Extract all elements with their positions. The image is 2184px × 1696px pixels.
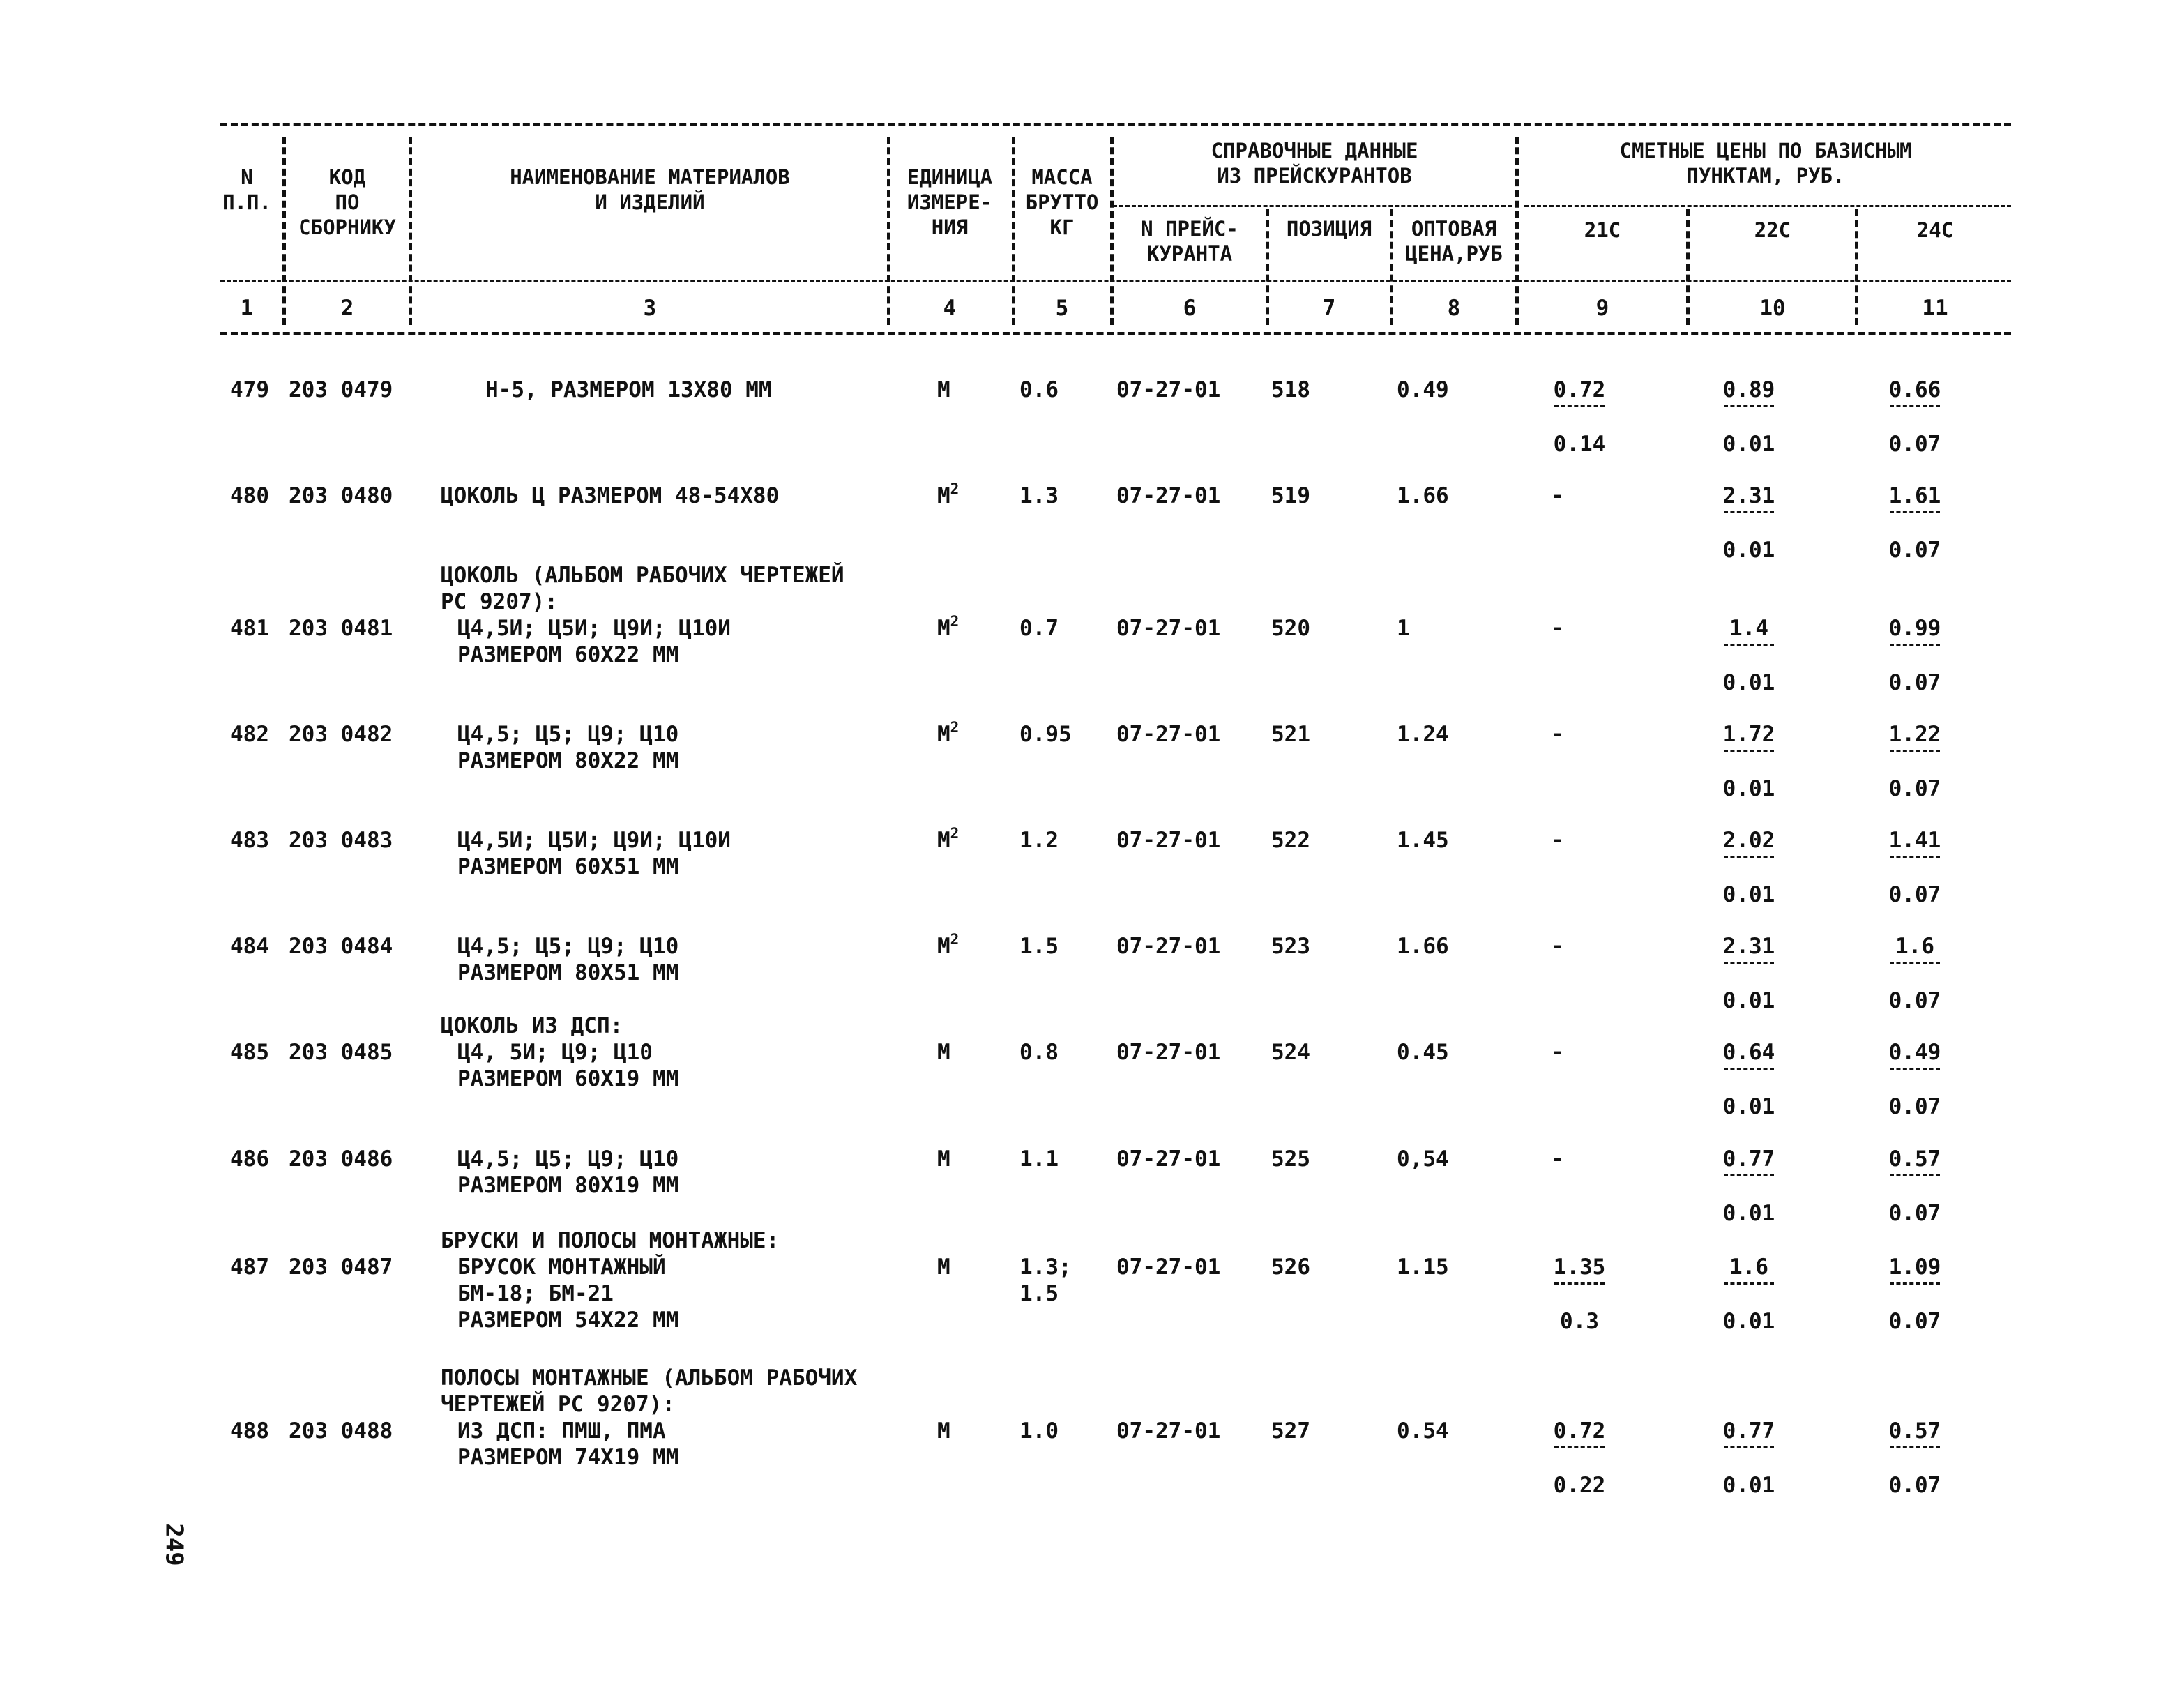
- row-number: 484: [230, 934, 269, 959]
- unit-symbol: М: [937, 934, 950, 959]
- price-c24-numerator: 0.99: [1888, 616, 1941, 641]
- column-number: 10: [1759, 296, 1786, 321]
- row-position: 524: [1271, 1040, 1310, 1065]
- row-name-line: Ц4,5И; Ц5И; Ц9И; Ц10И: [457, 616, 731, 641]
- price-c22-denominator: 0.01: [1722, 1094, 1775, 1119]
- row-position: 520: [1271, 616, 1310, 641]
- price-c24-denominator: 0.07: [1888, 538, 1941, 563]
- row-position: 522: [1271, 828, 1310, 853]
- row-wholesale-price: 0.49: [1397, 377, 1449, 402]
- row-wholesale-price: 1.66: [1397, 483, 1449, 508]
- fraction-bar: [1724, 511, 1774, 513]
- row-name-heading: РС 9207):: [441, 589, 558, 614]
- header-col6: N ПРЕЙС- КУРАНТА: [1141, 217, 1238, 266]
- row-number: 488: [230, 1418, 269, 1444]
- fraction-bar: [1890, 962, 1940, 964]
- row-code: 203 0485: [289, 1040, 393, 1065]
- row-mass: 0.6: [1019, 377, 1059, 402]
- price-c24-numerator: 0.57: [1888, 1418, 1941, 1444]
- fraction-bar: [1724, 962, 1774, 964]
- header-col8: ОПТОВАЯ ЦЕНА,РУБ: [1405, 217, 1503, 266]
- price-c24-denominator: 0.07: [1888, 776, 1941, 801]
- row-number: 481: [230, 616, 269, 641]
- column-number: 5: [1055, 296, 1069, 321]
- price-c22-numerator: 1.6: [1729, 1255, 1768, 1280]
- unit-symbol: М: [937, 377, 950, 402]
- row-wholesale-price: 1.15: [1397, 1255, 1449, 1280]
- row-name-heading: ПОЛОСЫ МОНТАЖНЫЕ (АЛЬБОМ РАБОЧИХ: [441, 1365, 858, 1391]
- row-name-heading: ЧЕРТЕЖЕЙ РС 9207):: [441, 1392, 675, 1417]
- row-code: 203 0487: [289, 1255, 393, 1280]
- fraction-bar: [1890, 511, 1940, 513]
- header-bottom-rule: [220, 332, 2011, 335]
- price-c22-denominator: 0.01: [1722, 670, 1775, 695]
- fraction-bar: [1890, 856, 1940, 858]
- price-c21-dash: -: [1551, 1146, 1564, 1172]
- fraction-bar: [1890, 1282, 1940, 1285]
- header-separator: [1515, 137, 1519, 325]
- price-c22: [1714, 483, 1784, 563]
- row-name-heading: ЦОКОЛЬ (АЛЬБОМ РАБОЧИХ ЧЕРТЕЖЕЙ: [441, 563, 844, 588]
- header-separator: [1855, 209, 1858, 325]
- fraction-bar: [1890, 1068, 1940, 1070]
- price-c22-numerator: 0.89: [1722, 377, 1775, 402]
- row-name-line: Ц4,5И; Ц5И; Ц9И; Ц10И: [457, 828, 731, 853]
- row-name-line: РАЗМЕРОМ 80Х51 ММ: [457, 960, 679, 985]
- column-number: 3: [643, 296, 657, 321]
- row-mass: 1.3;: [1019, 1255, 1072, 1280]
- header-top-rule: [220, 123, 2011, 126]
- row-number: 479: [230, 377, 269, 402]
- row-code: 203 0484: [289, 934, 393, 959]
- price-c24-denominator: 0.07: [1888, 1201, 1941, 1226]
- row-name-line: РАЗМЕРОМ 80Х19 ММ: [457, 1173, 679, 1198]
- price-c22-denominator: 0.01: [1722, 432, 1775, 457]
- price-c21-numerator: 0.72: [1553, 1418, 1606, 1444]
- row-mass: 1.0: [1019, 1418, 1059, 1444]
- row-name: [441, 1013, 678, 1092]
- price-c21-dash: -: [1551, 1040, 1564, 1065]
- price-c21-denominator: 0.3: [1560, 1309, 1599, 1334]
- price-c22-denominator: 0.01: [1722, 1201, 1775, 1226]
- price-c21-dash: -: [1551, 934, 1564, 959]
- row-name-line: РАЗМЕРОМ 60Х19 ММ: [457, 1066, 679, 1091]
- column-number: 11: [1922, 296, 1948, 321]
- unit-symbol: М: [937, 483, 950, 508]
- row-name-heading: ЦОКОЛЬ ИЗ ДСП:: [441, 1013, 623, 1038]
- price-c22-denominator: 0.01: [1722, 538, 1775, 563]
- unit-symbol: М: [937, 1040, 950, 1065]
- fraction-bar: [1724, 856, 1774, 858]
- price-c21-dash: -: [1551, 483, 1564, 508]
- row-name-line: РАЗМЕРОМ 54Х22 ММ: [457, 1308, 679, 1333]
- price-c24-numerator: 0.49: [1888, 1040, 1941, 1065]
- price-c22: [1714, 1146, 1784, 1227]
- price-c24: [1880, 933, 1950, 1014]
- unit-symbol: М: [937, 828, 950, 853]
- header-col1: N П.П.: [222, 165, 271, 214]
- row-position: 525: [1271, 1146, 1310, 1172]
- price-c24-numerator: 1.22: [1888, 722, 1941, 747]
- fraction-bar: [1724, 1174, 1774, 1176]
- row-name-line: Н-5, РАЗМЕРОМ 13Х80 ММ: [485, 377, 772, 402]
- header-col4: ЕДИНИЦА ИЗМЕРЕ- НИЯ: [907, 165, 993, 239]
- price-c24: [1880, 1039, 1950, 1120]
- row-number: 482: [230, 722, 269, 747]
- row-price-list: 07-27-01: [1116, 377, 1221, 402]
- row-price-list: 07-27-01: [1116, 1040, 1221, 1065]
- row-unit: [937, 1254, 950, 1280]
- row-name-heading: БРУСКИ И ПОЛОСЫ МОНТАЖНЫЕ:: [441, 1228, 780, 1253]
- row-code: 203 0488: [289, 1418, 393, 1444]
- price-c21-dash: -: [1551, 722, 1564, 747]
- price-c22: [1714, 615, 1784, 696]
- price-c22-numerator: 2.31: [1722, 934, 1775, 959]
- price-c24: [1880, 615, 1950, 696]
- row-mass: 0.95: [1019, 722, 1072, 747]
- column-number: 6: [1183, 296, 1197, 321]
- row-mass: 1.3: [1019, 483, 1059, 508]
- fraction-bar: [1724, 1446, 1774, 1448]
- row-wholesale-price: 0.45: [1397, 1040, 1449, 1065]
- fraction-bar: [1724, 405, 1774, 407]
- header-separator: [409, 137, 412, 325]
- header-group-rule-prices: [1524, 205, 2011, 207]
- header-col9: 21С: [1584, 218, 1621, 242]
- unit-exponent: 2: [950, 719, 960, 736]
- fraction-bar: [1554, 405, 1605, 407]
- unit-symbol: М: [937, 1255, 950, 1280]
- price-c21: [1545, 1254, 1614, 1335]
- row-mass: 1.1: [1019, 1146, 1059, 1172]
- price-c22: [1714, 377, 1784, 457]
- row-code: 203 0479: [289, 377, 393, 402]
- row-code: 203 0482: [289, 722, 393, 747]
- fraction-bar: [1554, 1282, 1605, 1285]
- price-c21-denominator: 0.22: [1553, 1473, 1606, 1498]
- row-name-line: РАЗМЕРОМ 74Х19 ММ: [457, 1445, 679, 1470]
- row-price-list: 07-27-01: [1116, 483, 1221, 508]
- header-col7: ПОЗИЦИЯ: [1286, 217, 1372, 241]
- row-name-line: РАЗМЕРОМ 60Х22 ММ: [457, 642, 679, 667]
- row-position: 518: [1271, 377, 1310, 402]
- row-mass: 0.8: [1019, 1040, 1059, 1065]
- row-unit: [937, 615, 959, 642]
- column-number: 8: [1447, 296, 1461, 321]
- header-col10: 22С: [1754, 218, 1791, 242]
- row-name: [441, 933, 678, 986]
- column-number: 9: [1595, 296, 1609, 321]
- price-c24: [1880, 1418, 1950, 1499]
- row-unit: [937, 1039, 950, 1066]
- price-c24: [1880, 827, 1950, 908]
- row-name: [441, 1146, 678, 1199]
- price-c24: [1880, 1146, 1950, 1227]
- row-price-list: 07-27-01: [1116, 616, 1221, 641]
- price-c21-dash: -: [1551, 828, 1564, 853]
- row-unit: [937, 721, 959, 748]
- row-unit: [937, 480, 960, 509]
- row-name: [485, 377, 772, 403]
- price-c22-denominator: 0.01: [1722, 882, 1775, 907]
- price-c22-numerator: 1.72: [1722, 722, 1775, 747]
- row-wholesale-price: 1.24: [1397, 722, 1449, 747]
- unit-exponent: 2: [950, 613, 960, 630]
- price-c21-numerator: 1.35: [1553, 1255, 1606, 1280]
- price-c24-denominator: 0.07: [1888, 988, 1941, 1013]
- row-code: 203 0481: [289, 616, 393, 641]
- row-name-line: РАЗМЕРОМ 80Х22 ММ: [457, 748, 679, 773]
- price-c24: [1880, 483, 1950, 563]
- row-name-line: РАЗМЕРОМ 60Х51 ММ: [457, 854, 679, 879]
- price-c24-denominator: 0.07: [1888, 432, 1941, 457]
- row-price-list: 07-27-01: [1116, 1255, 1221, 1280]
- price-c24-numerator: 1.61: [1888, 483, 1941, 508]
- column-number: 2: [340, 296, 354, 321]
- row-name: [441, 1365, 857, 1471]
- row-code: 203 0480: [289, 483, 393, 508]
- row-name: [441, 721, 678, 774]
- unit-exponent: 2: [950, 480, 960, 497]
- row-position: 519: [1271, 483, 1310, 508]
- header-separator: [1110, 137, 1114, 325]
- fraction-bar: [1890, 1446, 1940, 1448]
- header-col3: НАИМЕНОВАНИЕ МАТЕРИАЛОВ И ИЗДЕЛИЙ: [510, 165, 790, 214]
- row-name-line: ИЗ ДСП: ПМШ, ПМА: [457, 1418, 666, 1444]
- unit-symbol: М: [937, 616, 950, 641]
- price-c22-denominator: 0.01: [1722, 1309, 1775, 1334]
- price-c22: [1714, 721, 1784, 802]
- unit-symbol: М: [937, 1146, 950, 1172]
- price-c22: [1714, 1039, 1784, 1120]
- fraction-bar: [1890, 1174, 1940, 1176]
- row-wholesale-price: 0,54: [1397, 1146, 1449, 1172]
- price-c22-numerator: 0.64: [1722, 1040, 1775, 1065]
- fraction-bar: [1554, 1446, 1605, 1448]
- fraction-bar: [1724, 1068, 1774, 1070]
- price-c21: [1545, 377, 1614, 457]
- row-price-list: 07-27-01: [1116, 1146, 1221, 1172]
- fraction-bar: [1890, 644, 1940, 646]
- row-mass: 1.2: [1019, 828, 1059, 853]
- column-number: 7: [1322, 296, 1336, 321]
- price-c24-numerator: 1.6: [1895, 934, 1934, 959]
- price-c24-numerator: 0.66: [1888, 377, 1941, 402]
- unit-exponent: 2: [950, 825, 960, 842]
- row-unit: [937, 827, 959, 854]
- row-wholesale-price: 1.45: [1397, 828, 1449, 853]
- price-c24-numerator: 1.41: [1888, 828, 1941, 853]
- row-position: 527: [1271, 1418, 1310, 1444]
- row-position: 521: [1271, 722, 1310, 747]
- row-position: 523: [1271, 934, 1310, 959]
- row-name: [441, 562, 844, 668]
- price-c24-denominator: 0.07: [1888, 1473, 1941, 1498]
- row-unit: [937, 933, 959, 960]
- row-mass: 1.5: [1019, 934, 1059, 959]
- price-c22: [1714, 1418, 1784, 1499]
- row-position: 526: [1271, 1255, 1310, 1280]
- row-name: [441, 827, 731, 880]
- row-name-line: Ц4,5; Ц5; Ц9; Ц10: [457, 1146, 679, 1172]
- unit-symbol: М: [937, 1418, 950, 1444]
- price-c24-denominator: 0.07: [1888, 882, 1941, 907]
- price-c21: [1545, 1418, 1614, 1499]
- row-price-list: 07-27-01: [1116, 828, 1221, 853]
- page-number: 249: [160, 1523, 188, 1566]
- row-code: 203 0483: [289, 828, 393, 853]
- price-c21-dash: -: [1551, 616, 1564, 641]
- row-mass-alt: 1.5: [1019, 1281, 1059, 1306]
- column-number: 1: [240, 296, 254, 321]
- price-c22-numerator: 2.02: [1722, 828, 1775, 853]
- price-c21-numerator: 0.72: [1553, 377, 1606, 402]
- price-c22-numerator: 0.77: [1722, 1146, 1775, 1172]
- row-unit: [937, 1146, 950, 1172]
- price-c22-numerator: 0.77: [1722, 1418, 1775, 1444]
- price-c24-numerator: 0.57: [1888, 1146, 1941, 1172]
- row-number: 487: [230, 1255, 269, 1280]
- unit-exponent: 2: [950, 931, 960, 948]
- row-mass: 0.7: [1019, 616, 1059, 641]
- header-col11: 24С: [1916, 218, 1954, 242]
- column-number: 4: [943, 296, 957, 321]
- row-wholesale-price: 1.66: [1397, 934, 1449, 959]
- fraction-bar: [1724, 644, 1774, 646]
- row-price-list: 07-27-01: [1116, 934, 1221, 959]
- row-unit: [937, 377, 950, 403]
- header-col5: МАССА БРУТТО КГ: [1025, 165, 1099, 239]
- header-group-rule-ref: [1113, 205, 1512, 207]
- row-number: 480: [230, 483, 269, 508]
- header-col2: КОД ПО СБОРНИКУ: [298, 165, 396, 239]
- price-c24-denominator: 0.07: [1888, 1309, 1941, 1334]
- row-wholesale-price: 1: [1397, 616, 1410, 641]
- row-name: [441, 483, 779, 509]
- header-rule-numbers-top: [220, 280, 2011, 282]
- price-c22: [1714, 933, 1784, 1014]
- header-separator: [1686, 209, 1690, 325]
- row-name-line: БМ-18; БМ-21: [457, 1281, 614, 1306]
- row-name-line: Ц4,5; Ц5; Ц9; Ц10: [457, 722, 679, 747]
- price-c22-numerator: 1.4: [1729, 616, 1768, 641]
- row-name-line: БРУСОК МОНТАЖНЫЙ: [457, 1255, 666, 1280]
- row-wholesale-price: 0.54: [1397, 1418, 1449, 1444]
- price-c22-denominator: 0.01: [1722, 776, 1775, 801]
- row-code: 203 0486: [289, 1146, 393, 1172]
- header-group-reference: СПРАВОЧНЫЕ ДАННЫЕ ИЗ ПРЕЙСКУРАНТОВ: [1211, 139, 1418, 188]
- price-c24: [1880, 377, 1950, 457]
- row-number: 486: [230, 1146, 269, 1172]
- price-c22-denominator: 0.01: [1722, 988, 1775, 1013]
- price-c22: [1714, 827, 1784, 908]
- row-name: [441, 1227, 779, 1333]
- row-name-line: Ц4,5; Ц5; Ц9; Ц10: [457, 934, 679, 959]
- row-number: 485: [230, 1040, 269, 1065]
- price-c22: [1714, 1254, 1784, 1335]
- price-c24-denominator: 0.07: [1888, 670, 1941, 695]
- fraction-bar: [1890, 750, 1940, 752]
- unit-symbol: М: [937, 722, 950, 747]
- price-c22-numerator: 2.31: [1722, 483, 1775, 508]
- fraction-bar: [1724, 1282, 1774, 1285]
- row-number: 483: [230, 828, 269, 853]
- price-c22-denominator: 0.01: [1722, 1473, 1775, 1498]
- row-name-line: ЦОКОЛЬ Ц РАЗМЕРОМ 48-54Х80: [441, 483, 780, 508]
- price-c21-denominator: 0.14: [1553, 432, 1606, 457]
- fraction-bar: [1890, 405, 1940, 407]
- fraction-bar: [1724, 750, 1774, 752]
- price-c24-denominator: 0.07: [1888, 1094, 1941, 1119]
- price-c24-numerator: 1.09: [1888, 1255, 1941, 1280]
- price-c24: [1880, 1254, 1950, 1335]
- row-price-list: 07-27-01: [1116, 1418, 1221, 1444]
- row-unit: [937, 1418, 950, 1444]
- price-c24: [1880, 721, 1950, 802]
- row-name-line: Ц4, 5И; Ц9; Ц10: [457, 1040, 653, 1065]
- row-price-list: 07-27-01: [1116, 722, 1221, 747]
- header-group-prices: СМЕТНЫЕ ЦЕНЫ ПО БАЗИСНЫМ ПУНКТАМ, РУБ.: [1619, 139, 1912, 188]
